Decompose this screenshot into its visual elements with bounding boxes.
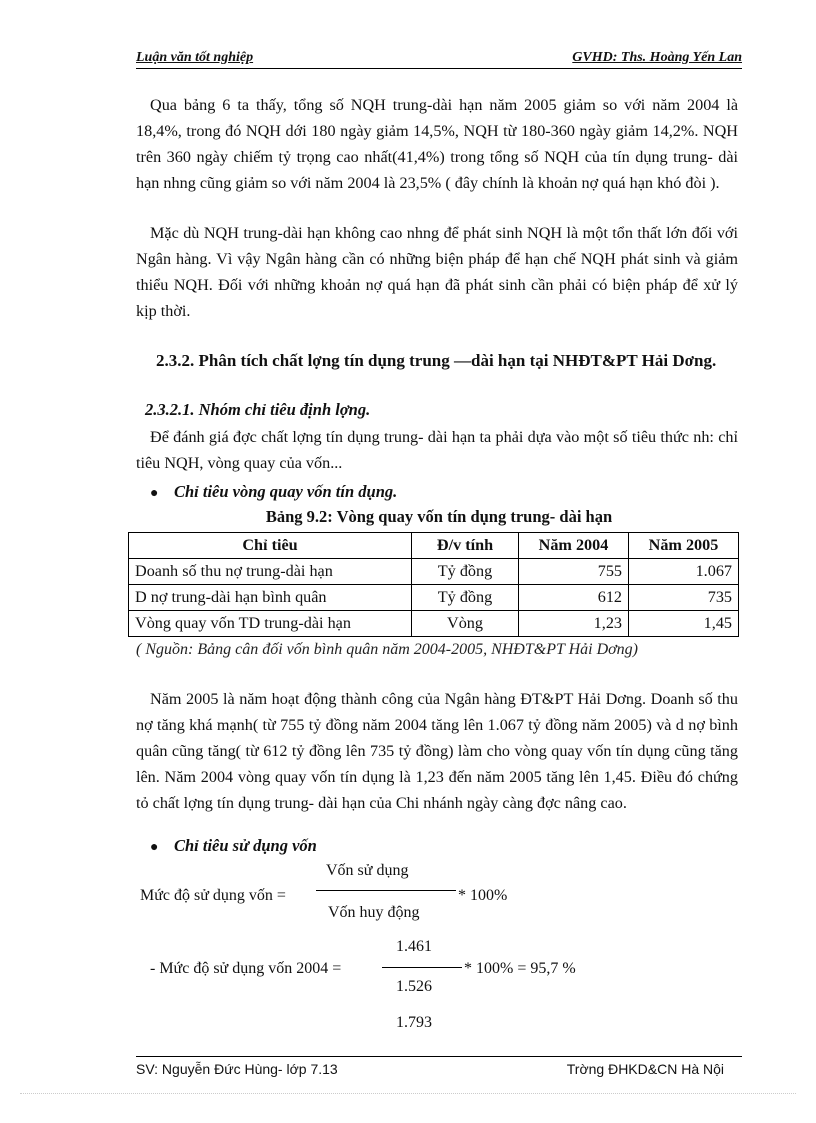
formula-2-fraction-line (382, 967, 462, 968)
paragraph-3-text: Để đánh giá đợc chất lợng tín dụng trung- dài hạn ta phải dựa vào một số tiêu thức nh: chỉ tiêu NQH, vòng quay của vốn... (136, 428, 738, 472)
section-heading-2-3-2 (136, 348, 738, 374)
table-caption: Bảng 9.2: Vòng quay vốn tín dụng trung- dài hạn (265, 507, 613, 526)
bullet-vong-quay (150, 482, 397, 502)
formula-1-rhs: * 100% (458, 887, 508, 904)
paragraph-1 (136, 92, 738, 196)
paragraph-4-text: Năm 2005 là năm hoạt động thành công của Ngân hàng ĐT&PT Hải Dơng. Doanh số thu nợ tăng khá mạnh( từ 755 tỷ đồng năm 2004 tăng lên 1.067 tỷ đồng năm 2005) và d nợ bình quân cũng tăng( từ 612 tỷ đồng lên 735 tỷ đồng) làm cho vòng quay vốn tín dụng cũng tăng lên. Năm 2004 vòng quay vốn tín dụng là 1,23 đến năm 2005 tăng lên 1,45. Điều đó chứng tỏ chất lợng tín dụng trung- dài hạn của Chi nhánh ngày càng đợc nâng cao. (136, 690, 738, 812)
paragraph-1-text: Qua bảng 6 ta thấy, tổng số NQH trung-dài hạn năm 2005 giảm so với năm 2004 là 18,4%, trong đó NQH dới 180 ngày giảm 14,5%, NQH từ 180-360 ngày giảm 14,2%. NQH trên 360 ngày chiếm tỷ trọng cao nhất(41,4%) trong tổng số NQH của tín dụng trung- dài hạn nhng cũng giảm so với năm 2004 là 23,5% ( đây chính là khoản nợ quá hạn khó đòi ). (136, 96, 738, 192)
footer-left: SV: Nguyễn Đức Hùng- lớp 7.13 (136, 1061, 338, 1077)
bullet-dot-icon: ● (150, 840, 159, 855)
formula-2-numerator: 1.461 (396, 938, 432, 955)
table-row (129, 585, 739, 611)
table-cell: D nợ trung-dài hạn bình quân (129, 585, 412, 611)
table-cell: Vòng quay vốn TD trung-dài hạn (129, 611, 412, 637)
paragraph-2-text: Mặc dù NQH trung-dài hạn không cao nhng để phát sinh NQH là một tổn thất lớn đối với Ngân hàng. Vì vậy Ngân hàng cần có những biện pháp để hạn chế NQH phát sinh và giảm thiểu NQH. Đối với những khoản nợ quá hạn đã phát sinh cần phải có biện pháp để xử lý kịp thời. (136, 224, 738, 320)
formula-1-numerator: Vốn sử dụng (326, 862, 409, 879)
table-cell: Doanh số thu nợ trung-dài hạn (129, 559, 412, 585)
bullet-text: Chỉ tiêu vòng quay vốn tín dụng. (174, 482, 398, 501)
table-header-cell: Đ/v tính (412, 533, 519, 559)
table-cell: 735 (629, 585, 739, 611)
formula-3-numerator: 1.793 (396, 1014, 432, 1031)
table-source-note: ( Nguồn: Bảng cân đối vốn bình quân năm 2004-2005, NHĐT&PT Hải Dơng) (136, 641, 639, 658)
table-cell: 612 (519, 585, 629, 611)
table-header-cell: Năm 2005 (629, 533, 739, 559)
paragraph-4 (136, 686, 738, 816)
formula-2-denominator: 1.526 (396, 978, 432, 995)
subsection-heading-2-3-2-1: 2.3.2.1. Nhóm chỉ tiêu định lợng. (145, 400, 371, 419)
table-header-cell: Năm 2004 (519, 533, 629, 559)
table-row (129, 559, 739, 585)
section-heading-text: 2.3.2. Phân tích chất lợng tín dụng trung —dài hạn tại NHĐT&PT Hải Dơng. (156, 351, 717, 370)
page-edge-divider (20, 1093, 796, 1094)
paragraph-2 (136, 220, 738, 324)
formula-1-denominator: Vốn huy động (328, 904, 420, 921)
data-table (128, 532, 739, 637)
table-cell: 1,45 (629, 611, 739, 637)
header-left: Luận văn tốt nghiệp (136, 50, 254, 65)
table-header-cell: Chỉ tiêu (129, 533, 412, 559)
bullet-dot-icon: ● (150, 486, 159, 501)
paragraph-3 (136, 424, 738, 476)
page-header (136, 50, 742, 69)
table-cell: Vòng (412, 611, 519, 637)
formula-2-lhs: - Mức độ sử dụng vốn 2004 = (150, 960, 342, 977)
table-cell: Tỷ đồng (412, 585, 519, 611)
table-header-row (129, 533, 739, 559)
footer-right: Trờng ĐHKD&CN Hà Nội (566, 1061, 724, 1077)
formula-1-fraction-line (316, 890, 456, 891)
page-footer (136, 1056, 742, 1079)
table-cell: 755 (519, 559, 629, 585)
bullet-su-dung-von (150, 836, 317, 856)
formula-1-lhs: Mức độ sử dụng vốn = (140, 887, 286, 904)
table-cell: 1,23 (519, 611, 629, 637)
header-right: GVHD: Ths. Hoàng Yến Lan (572, 50, 742, 65)
bullet-text: Chỉ tiêu sử dụng vốn (174, 836, 317, 855)
table-row (129, 611, 739, 637)
formula-2-rhs: * 100% = 95,7 % (464, 960, 576, 977)
table-cell: 1.067 (629, 559, 739, 585)
table-cell: Tỷ đồng (412, 559, 519, 585)
